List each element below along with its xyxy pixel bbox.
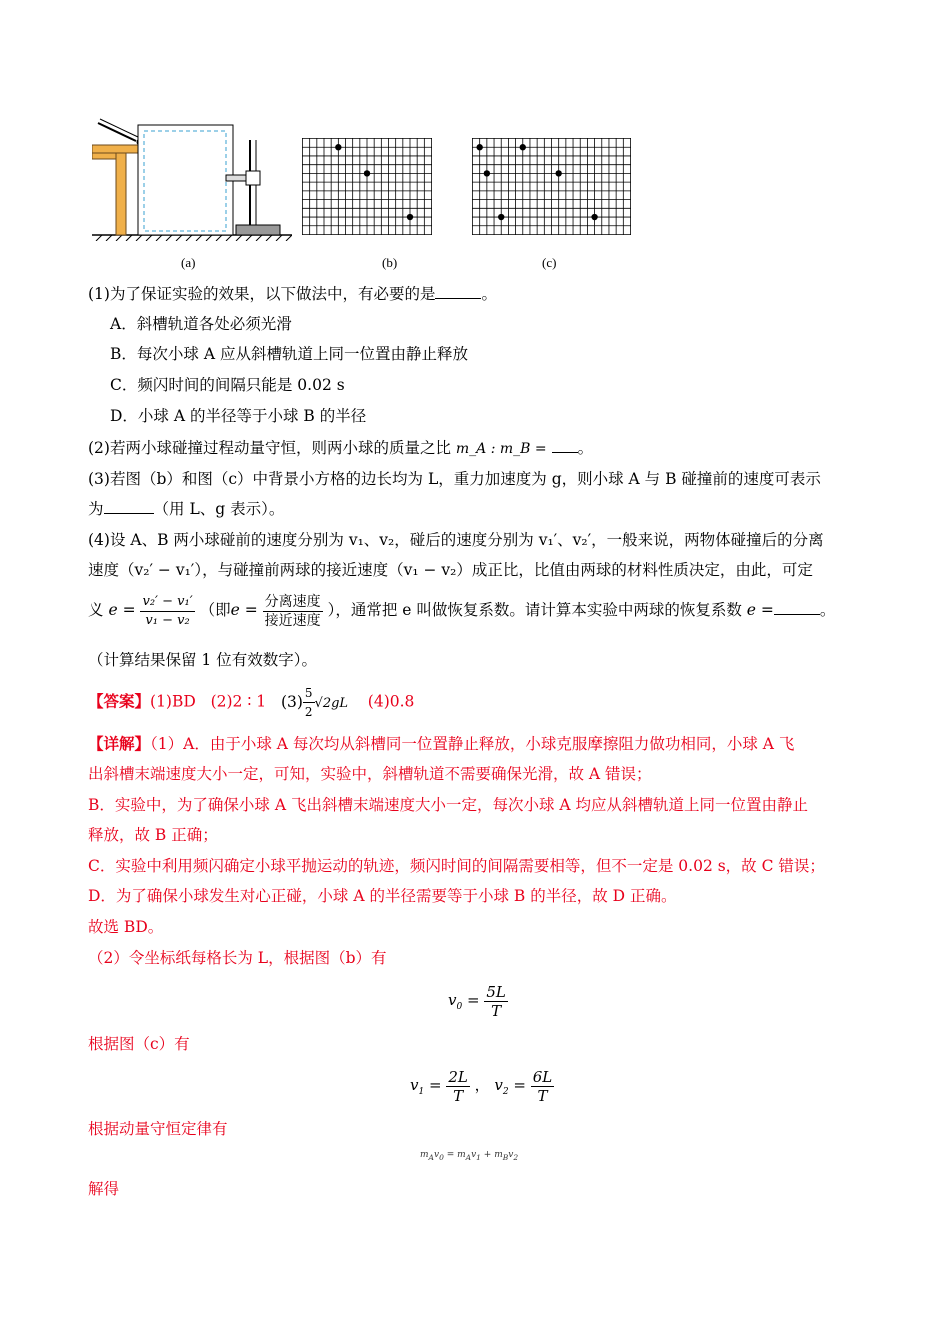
- q4-line1: (4)设 A、B 两小球碰前的速度分别为 v₁、v₂，碰后的速度分别为 v₁′、v₂′，一般来说，两物体碰撞后的分离: [88, 531, 824, 549]
- grid-c-ball-point: [476, 144, 482, 150]
- q2-text: (2)若两小球碰撞过程动量守恒，则两小球的质量之比 m_A : m_B = 。: [88, 439, 594, 457]
- explain-l9: 根据图（c）有: [88, 1035, 190, 1053]
- e-formula: $\frac{\text{v₂′ − v₁′}}{\text{v₁ − v₂}}$: [142, 593, 193, 628]
- explain-l10: 根据动量守恒定律有: [88, 1120, 228, 1138]
- grid-c: [472, 138, 631, 235]
- grid-b-ball-point: [364, 170, 370, 176]
- grid-c-ball-point: [555, 170, 561, 176]
- explain-l7: 故选 BD。: [88, 918, 164, 936]
- q3-line2: 为 （用 L、g 表示）。: [88, 500, 285, 518]
- q1-option-b: B．每次小球 A 应从斜槽轨道上同一位置由静止释放: [110, 345, 468, 363]
- grid-b: [302, 138, 432, 235]
- q3-line1: (3)若图（b）和图（c）中背景小方格的边长均为 L，重力加速度为 g，则小球 A 与 B 碰撞前的速度可表示: [88, 470, 821, 488]
- explain-l4: 释放，故 B 正确；: [88, 826, 218, 844]
- grid-c-ball-point: [520, 144, 526, 150]
- eq-v0: $v_0$ = $\frac{5L}{T}$: [448, 982, 506, 1020]
- grid-b-ball-point: [407, 214, 413, 220]
- q1-option-c: C．频闪时间的间隔只能是 0.02 s: [110, 376, 345, 394]
- explain-l3: B．实验中，为了确保小球 A 飞出斜槽末端速度大小一定，每次小球 A 均应从斜槽轨道上同一位置由静止: [88, 796, 808, 814]
- q4-line2: 速度（v₂′ − v₁′），与碰撞前两球的接近速度（v₁ − v₂）成正比，比值由两球的材料性质决定，由此，可定: [88, 561, 813, 579]
- figure-label-c: (c): [542, 255, 557, 270]
- figure-label-b: (b): [382, 255, 398, 270]
- q2-ratio: m_A : m_B =: [455, 441, 547, 457]
- apparatus-figure: [92, 115, 292, 241]
- q4-line3: 义 e = $\frac{\text{v₂′ − v₁′}}{\text{v₁ − v₂}}$ （即e = $\frac{\text{分离速度}}{\text{接近速度}}$ ），通常把 e 叫做恢复系数。请计算本实验中两球的恢复系数 e = 。: [88, 593, 836, 629]
- q1-option-a: A．斜槽轨道各处必须光滑: [110, 315, 292, 333]
- grid-c-ball-point: [484, 170, 490, 176]
- answer-line: 【答案】(1)BD (2)2 ∶ 1 (3) $\frac{5}{2}$ √2gL (4)0.8: [88, 686, 415, 719]
- eq-v1-v2: $v_1$ = $\frac{2L}{T}$ ， $v_2$ = $\frac{6L}{T}$: [410, 1067, 553, 1105]
- q1-stem: (1)为了保证实验的效果，以下做法中，有必要的是 。: [88, 285, 497, 303]
- e-word-formula: $\frac{\text{分离速度}}{\text{接近速度}}$: [264, 593, 321, 629]
- explain-l6: D．为了确保小球发生对心正碰，小球 A 的半径需要等于小球 B 的半径，故 D 正确。: [88, 887, 677, 905]
- q1-option-d: D．小球 A 的半径等于小球 B 的半径: [110, 407, 367, 425]
- grid-c-ball-point: [498, 214, 504, 220]
- explain-l11: 解得: [88, 1180, 120, 1198]
- explain-l5: C．实验中利用频闪确定小球平抛运动的轨迹，频闪时间的间隔需要相等，但不一定是 0.02 s，故 C 错误；: [88, 857, 825, 875]
- explain-l1: 【详解】（1）A．由于小球 A 每次均从斜槽同一位置静止释放，小球克服摩擦阻力做功相同，小球 A 飞: [88, 734, 795, 753]
- explain-l2: 出斜槽末端速度大小一定，可知，实验中，斜槽轨道不需要确保光滑，故 A 错误；: [88, 765, 652, 783]
- answer-tag: 【答案】: [88, 691, 151, 711]
- explain-l8: （2）令坐标纸每格长为 L，根据图（b）有: [88, 949, 387, 967]
- figure-label-a: (a): [181, 255, 196, 270]
- grid-b-ball-point: [335, 144, 341, 150]
- grid-c-ball-point: [591, 214, 597, 220]
- q4-line4: （计算结果保留 1 位有效数字）。: [88, 651, 317, 669]
- eq-momentum: $m_Av_0 = m_Av_1 + m_Bv_2$: [420, 1150, 519, 1162]
